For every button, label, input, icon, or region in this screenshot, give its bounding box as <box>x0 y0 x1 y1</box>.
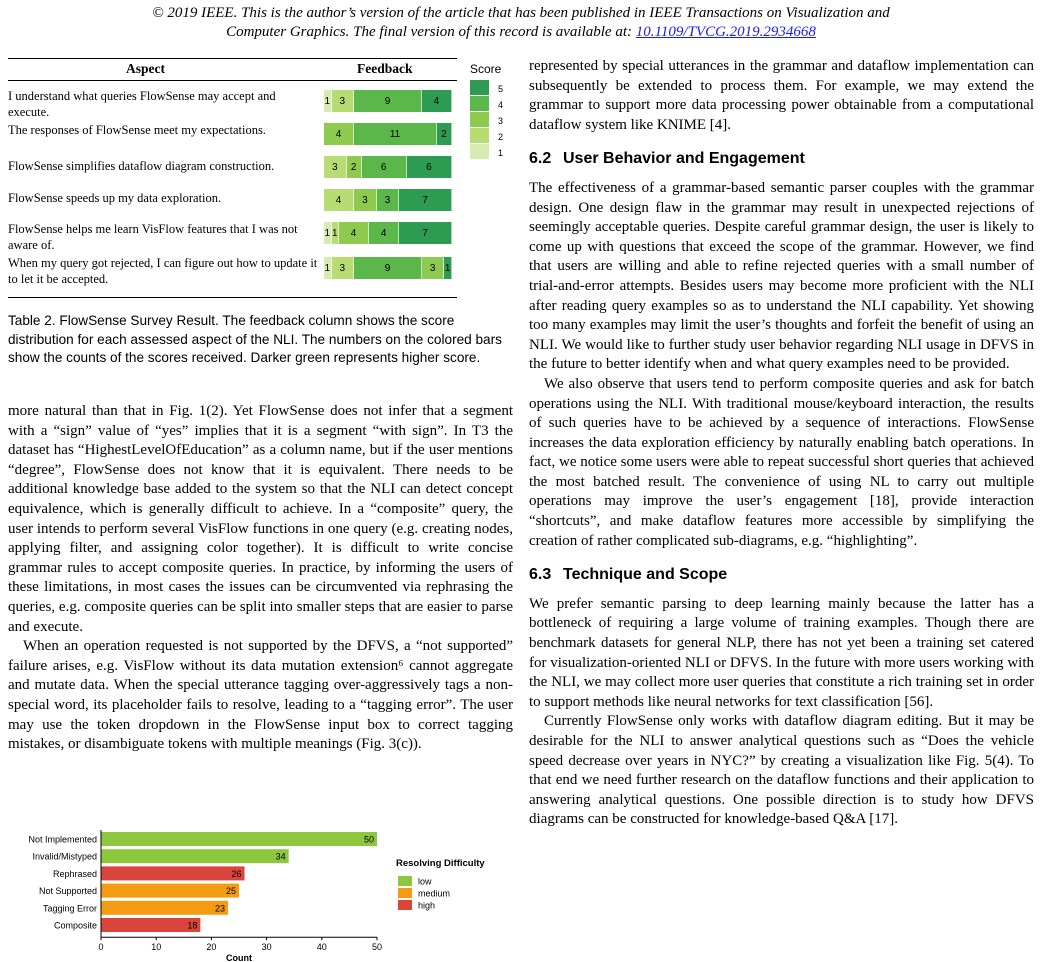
legend-swatch <box>470 112 489 127</box>
feedback-segment: 11 <box>354 123 437 145</box>
bar-value-label: 25 <box>225 886 237 897</box>
right-column <box>529 57 1034 830</box>
right-paragraph-1: The effectiveness of a grammar-based semantic parser couples with the grammar design. One design flaw in the grammar may result in unexpected rejections of seemingly acceptable queries. Despite careful grammar design, the user is likely to come up with questions that exceed the scope of the grammar. However, we find that users are willing and able to refine rejected queries with a small number of trial-and-error attempts. Besides users may become more proficient with the NLI after reading query examples so as to understand the NLI capability. Yet showing too many examples may limit the user’s thoughts and forfeit the benefit of using an NLI. We would like to further study user behavior regarding NLI usage in DFVS in the future to better identify when and what query examples need to be provided. <box>529 179 1034 373</box>
failure-type-chart <box>0 826 520 962</box>
left-paragraph-1: more natural than that in Fig. 1(2). Yet FlowSense does not infer that a segment with a “sign” value of “yes” implies that it is a segment “with sign”. In T3 the dataset has “HighestLevelOfEducation” as a column name, but if the user mentions “degree”, FlowSense does not know that it is equivalent. There needs to be additional knowledge base added to the system so that the NLI can detect concept equivalence, which is generally difficult to achieve. In a “composite” query, the user intends to perform several VisFlow functions in one query (e.g. creating nodes, applying filter, and assigning color together). It is difficult to write concise grammar rules to accept composite queries. In practice, by informing the users of these limitations, in most cases the issues can be circumvented via rephrasing the queries, e.g. composite queries can be split into smaller steps that are easier to parse and execute. <box>8 403 513 635</box>
legend-swatch <box>470 128 489 143</box>
feedback-bar <box>324 123 452 145</box>
aspect-label: FlowSense simplifies dataflow diagram construction. <box>8 159 275 173</box>
legend-swatch <box>470 144 489 159</box>
right-paragraph-2: We also observe that users tend to perform composite queries and ask for batch operations using the NLI. With traditional mouse/keyboard interaction, the results of such queries have to be achieved by a sequence of interactions. FlowSense increases the data exploration efficiency by naturally enabling batch operations. In fact, we notice some users were able to repeat successful short queries that achieved the most batched result. The convenience of using NL to carry out multiple operations may improve the user’s engagement [18], provide interaction “shortcuts”, and make dataflow features more accessible by simplifying the creation of rather complicated sub-diagrams, e.g. “highlighting”. <box>529 375 1034 549</box>
feedback-bar <box>324 90 452 112</box>
section-heading-6-3 <box>529 565 1034 585</box>
bar-value-label: 18 <box>187 920 198 931</box>
x-tick-label: 50 <box>371 942 383 953</box>
section-title: Technique and Scope <box>563 566 728 584</box>
feedback-segment: 1 <box>324 222 332 244</box>
column-header-aspect: Aspect <box>126 61 165 76</box>
column-header-feedback: Feedback <box>357 61 413 76</box>
column-header-score: Score <box>470 62 502 76</box>
chart-bar <box>101 901 228 915</box>
chart-bar <box>101 866 245 880</box>
category-label: Tagging Error <box>42 903 97 914</box>
feedback-segment: 2 <box>347 156 362 178</box>
feedback-segment: 3 <box>324 156 347 178</box>
feedback-segment: 6 <box>362 156 407 178</box>
feedback-segment: 2 <box>437 123 452 145</box>
bar-value-label: 26 <box>231 868 242 879</box>
feedback-segment: 4 <box>339 222 369 244</box>
right-paragraph-4: Currently FlowSense only works with dataflow diagram editing. But it may be desirable for the NLI to answer analytical questions such as “Does the vehicle speed decrease over years in NYC?” by creating a visualization like Fig. 5(4). To that end we need further research on the dataflow functions and their application to answering analytical questions. One possible direction is to study how DFVS diagrams can be constructed for knowledge-based Q&A [17]. <box>529 713 1034 828</box>
legend-score-label: 1 <box>498 148 504 158</box>
feedback-segment: 6 <box>407 156 452 178</box>
table-header-rule <box>8 80 457 81</box>
table-top-rule <box>8 58 457 59</box>
feedback-segment: 4 <box>324 123 354 145</box>
right-paragraph-3: We prefer semantic parsing to deep learning mainly because the latter has a bottleneck of requiring a large volume of training examples. Though there are benchmark datasets for general NLP, there has not yet been a training set catered for visualization-oriented NLI or DFVS. In the future with more users working with the NLI, we may collect more user queries that constitute a rich training set in order to support methods like neural networks for text classification [56]. <box>529 595 1034 710</box>
x-tick-label: 20 <box>206 942 217 953</box>
feedback-bar <box>324 156 452 178</box>
x-tick-label: 0 <box>98 942 104 953</box>
section-heading-6-2 <box>529 149 1034 169</box>
aspect-label: I understand what queries FlowSense may accept and execute. <box>8 89 276 119</box>
feedback-segment: 1 <box>444 257 452 279</box>
x-tick-label: 30 <box>261 942 272 953</box>
x-axis-title: Count <box>226 953 252 962</box>
table-caption: Table 2. FlowSense Survey Result. The feedback column shows the score distribution for each assessed aspect of the NLI. The numbers on the colored bars show the counts of the scores received. Darker green represents higher score. <box>8 313 502 365</box>
feedback-segment: 3 <box>332 257 355 279</box>
chart-bar <box>101 918 200 932</box>
bar-value-label: 23 <box>214 903 225 914</box>
feedback-segment: 4 <box>324 189 354 211</box>
legend-swatch <box>470 80 489 95</box>
feedback-segment: 3 <box>377 189 400 211</box>
section-number: 6.3 <box>529 566 552 584</box>
header-line-2-text: Computer Graphics. The final version of this record is available at: <box>226 24 636 40</box>
category-label: Rephrased <box>52 868 97 879</box>
chart-bar <box>101 832 377 846</box>
legend-title: Resolving Difficulty <box>396 858 485 869</box>
bar-value-label: 34 <box>275 851 286 862</box>
aspect-label: FlowSense speeds up my data exploration. <box>8 191 222 205</box>
table-bottom-rule <box>8 297 457 298</box>
legend-score-label: 2 <box>498 132 504 142</box>
feedback-segment: 3 <box>422 257 445 279</box>
doi-link[interactable]: 10.1109/TVCG.2019.2934668 <box>635 24 816 40</box>
legend-score-label: 5 <box>498 84 504 94</box>
legend-label: low <box>418 876 432 887</box>
legend-label: medium <box>418 888 451 899</box>
section-title: User Behavior and Engagement <box>563 150 805 168</box>
aspect-label: When my query got rejected, I can figure out how to update it to let it be accepted. <box>8 256 318 286</box>
chart-bar <box>101 849 289 863</box>
feedback-segment: 4 <box>369 222 399 244</box>
header-line-2 <box>0 23 1042 42</box>
left-column <box>8 402 513 755</box>
legend-swatch <box>470 96 489 111</box>
bar-value-label: 50 <box>363 834 375 845</box>
feedback-segment: 7 <box>399 189 452 211</box>
feedback-segment: 9 <box>354 257 422 279</box>
aspect-label: The responses of FlowSense meet my expectations. <box>8 123 266 137</box>
section-number: 6.2 <box>529 150 552 168</box>
header-line-1: © 2019 IEEE. This is the author’s version of the article that has been published in IEEE Transactions on Visualization and <box>152 5 890 21</box>
legend-score-label: 3 <box>498 116 504 126</box>
chart-svg <box>0 826 520 962</box>
feedback-segment: 1 <box>332 222 340 244</box>
feedback-segment: 4 <box>422 90 452 112</box>
legend-label: high <box>418 900 436 911</box>
category-label: Invalid/Mistyped <box>32 851 97 862</box>
feedback-segment: 1 <box>324 257 332 279</box>
chart-bar <box>101 884 239 898</box>
x-tick-label: 10 <box>151 942 162 953</box>
right-paragraph-0: represented by special utterances in the grammar and dataflow implementation can subsequently be extended to process them. For example, we may extend the grammar to support more data processing power obtainable from a computational dataflow system like KNIME [4]. <box>529 58 1034 133</box>
left-paragraph-2: When an operation requested is not supported by the DFVS, a “not supported” failure arises, e.g. VisFlow without its data mutation extension⁶ cannot aggregate and mutate data. When the special utterance tagging over-aggressively tags a non-special word, its placeholder fails to resolve, leading to a “tagging error”. The user may use the token dropdown in the FlowSense input box to correct tagging mistakes, or disambiguate tokens with multiple meanings (Fig. 3(c)). <box>8 638 513 753</box>
feedback-bar <box>324 222 452 244</box>
category-label: Not Implemented <box>28 834 97 845</box>
legend-swatch <box>398 900 412 910</box>
legend-swatch <box>398 888 412 898</box>
legend-score-label: 4 <box>498 100 504 110</box>
category-label: Not Supported <box>38 886 97 897</box>
feedback-bar <box>324 257 452 279</box>
feedback-segment: 1 <box>324 90 332 112</box>
feedback-segment: 3 <box>332 90 355 112</box>
survey-table <box>8 58 518 303</box>
aspect-label: FlowSense helps me learn VisFlow features that I was not aware of. <box>8 222 298 252</box>
x-tick-label: 40 <box>316 942 327 953</box>
feedback-segment: 9 <box>354 90 422 112</box>
legend-swatch <box>398 876 412 886</box>
copyright-header <box>0 4 1042 42</box>
feedback-segment: 3 <box>354 189 377 211</box>
feedback-segment: 7 <box>399 222 452 244</box>
feedback-bar <box>324 189 452 211</box>
category-label: Composite <box>53 920 97 931</box>
